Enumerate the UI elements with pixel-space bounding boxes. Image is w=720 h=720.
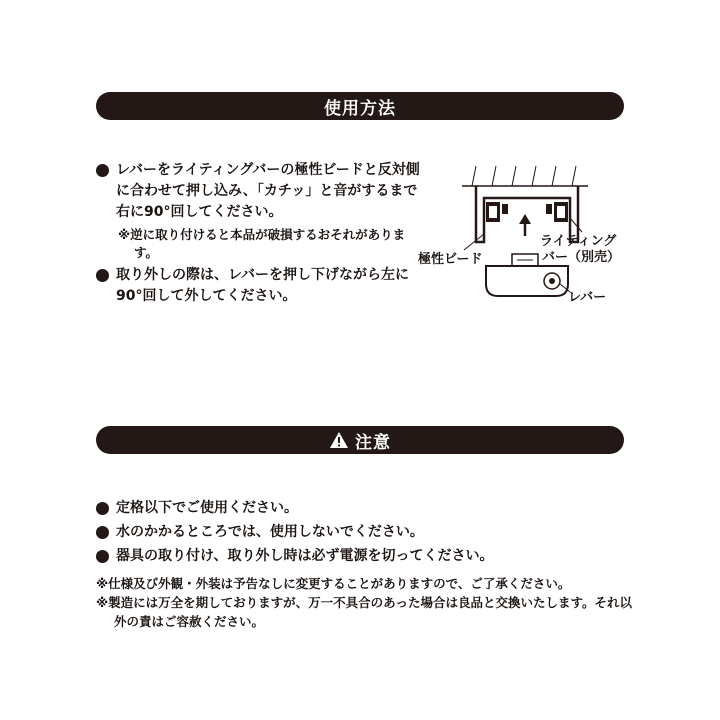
caution-item-text: 定格以下でご使用ください。 — [116, 500, 298, 516]
label-lighting-bar-1: ライティング — [540, 234, 617, 249]
installation-diagram — [420, 156, 630, 316]
usage-item — [96, 265, 426, 307]
usage-section-title: 使用方法 — [324, 98, 396, 119]
caution-item-text: 水のかかるところでは、使用しないでください。 — [116, 524, 424, 540]
bullet-icon — [96, 526, 109, 539]
caution-notes — [96, 574, 636, 631]
caution-item — [96, 544, 636, 568]
caution-section-header — [96, 426, 624, 454]
caution-title-group — [329, 428, 391, 453]
label-polarity-bead: 極性ビード — [418, 252, 483, 267]
bullet-icon — [96, 269, 109, 282]
note-item: ※製造には万全を期しておりますが、万一不具合のあった場合は良品と交換いたします。それ以外の責はご容赦ください。 — [96, 595, 633, 629]
caution-list — [96, 496, 636, 568]
note-item: ※仕様及び外観・外装は予告なしに変更することがありますので、ご了承ください。 — [96, 576, 571, 591]
usage-item-text: 取り外しの際は、レバーを押し下げながら左に90°回して外してください。 — [116, 267, 410, 304]
caution-item-text: 器具の取り付け、取り外し時は必ず電源を切ってください。 — [116, 548, 494, 564]
caution-item — [96, 496, 636, 520]
bullet-icon — [96, 502, 109, 515]
caution-item — [96, 520, 636, 544]
caution-section-title: 注意 — [355, 432, 391, 453]
label-lighting-bar-2: バー（別売） — [542, 250, 621, 265]
usage-section-header — [96, 92, 624, 120]
usage-instructions — [96, 160, 426, 307]
warning-icon — [329, 431, 349, 449]
bullet-icon — [96, 164, 109, 177]
bullet-icon — [96, 550, 109, 563]
usage-item — [96, 160, 426, 223]
usage-warning-note: ※逆に取り付けると本品が破損するおそれがあります。 — [118, 227, 406, 260]
usage-item-text: レバーをライティングバーの極性ビードと反対側に合わせて押し込み、「カチッ」と音がするまで右に90°回してください。 — [116, 162, 420, 220]
label-lever: レバー — [568, 290, 607, 305]
